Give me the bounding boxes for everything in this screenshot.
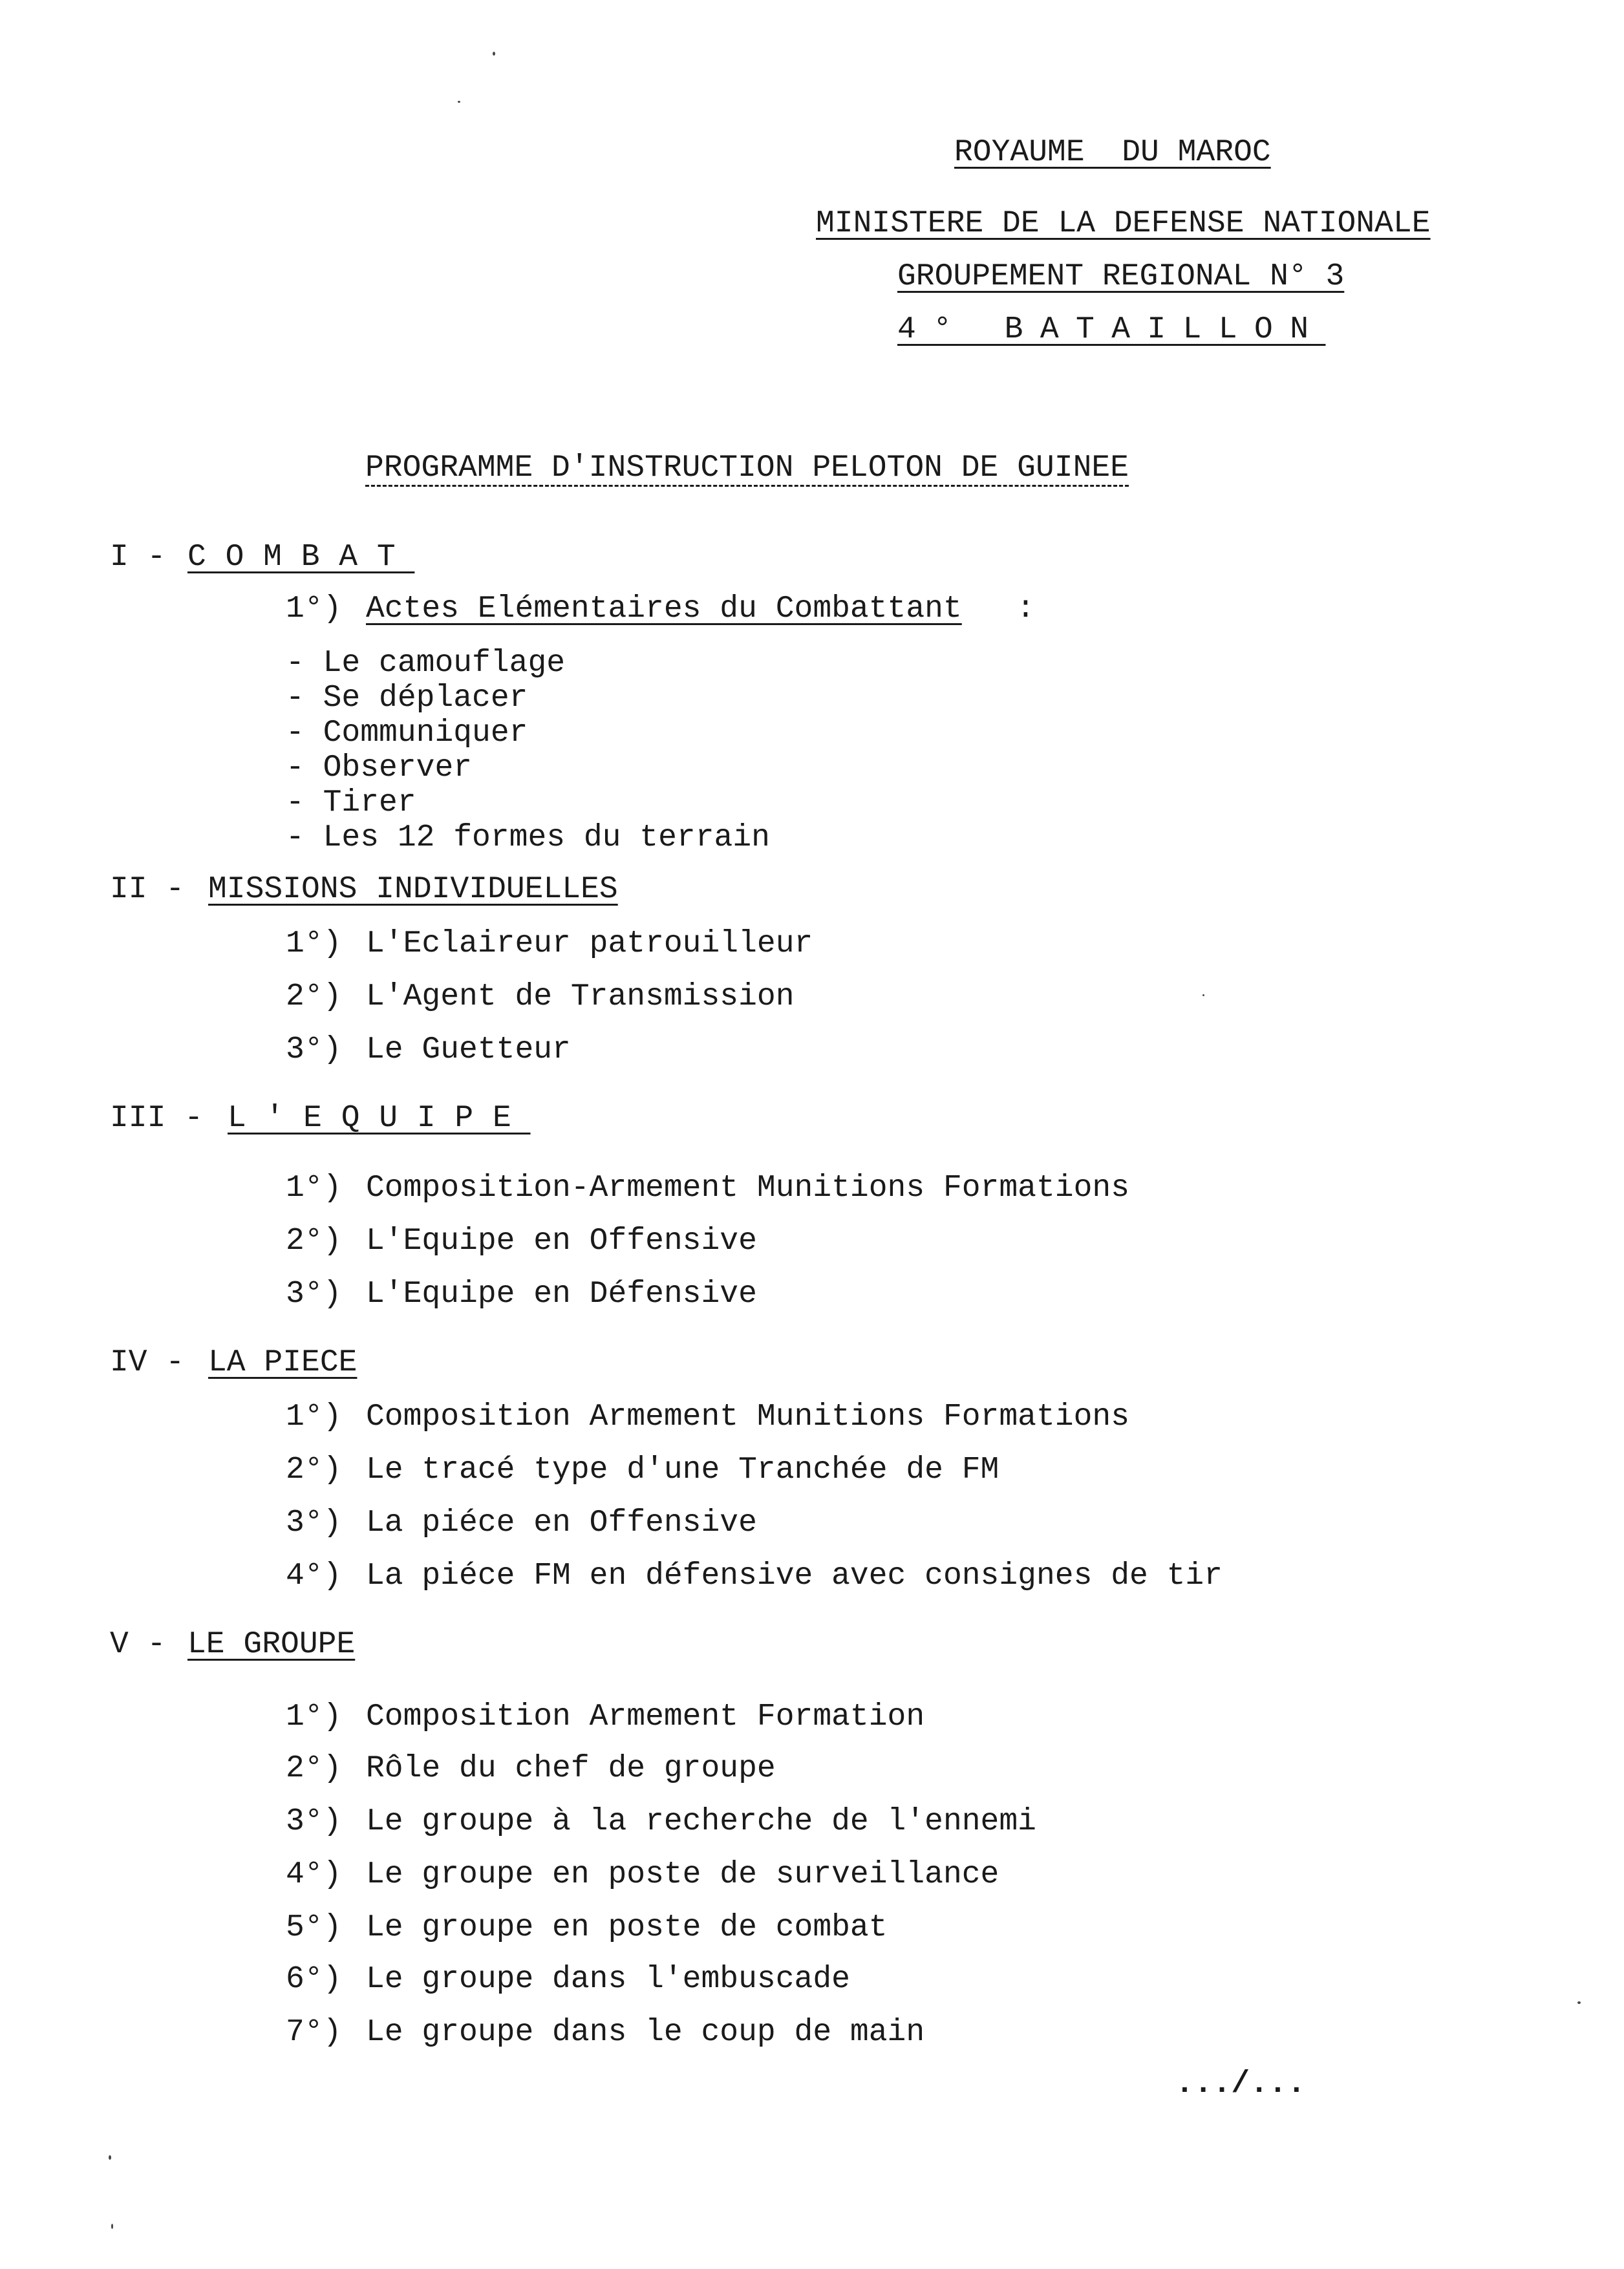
bullet-item: - Tirer (286, 785, 416, 820)
item-colon: : (1016, 591, 1035, 626)
item-text: L'Equipe en Offensive (366, 1224, 757, 1259)
item-text: Composition Armement Formation (366, 1699, 925, 1734)
bullet-item: - Se déplacer (286, 681, 528, 716)
item-number: 2°) (286, 1751, 342, 1786)
scan-speck (1577, 2001, 1581, 2004)
scan-speck (1202, 994, 1204, 996)
section-numeral-1: I - (110, 540, 166, 575)
section-heading-combat: COMBAT (187, 540, 415, 575)
scan-speck (458, 101, 460, 103)
bullet-item: - Observer (286, 751, 473, 785)
section-numeral-5: V - (110, 1627, 166, 1662)
section-heading-piece: LA PIECE (208, 1345, 358, 1380)
item-text: Le groupe en poste de surveillance (366, 1857, 999, 1892)
item-number: 1°) (286, 1699, 342, 1734)
bullet-item: - Communiquer (286, 716, 528, 751)
item-text: L'Agent de Transmission (366, 979, 795, 1014)
item-number: 1°) (286, 926, 342, 961)
header-kingdom: ROYAUME DU MAROC (954, 135, 1271, 170)
item-number: 5°) (286, 1910, 342, 1945)
item-number: 1°) (286, 591, 342, 626)
item-text: Le groupe dans le coup de main (366, 2015, 925, 2050)
item-text: Le tracé type d'une Tranchée de FM (366, 1453, 999, 1487)
item-number: 1°) (286, 1400, 342, 1434)
item-text: La piéce en Offensive (366, 1506, 757, 1540)
item-number: 1°) (286, 1171, 342, 1206)
item-number: 3°) (286, 1277, 342, 1312)
continuation-mark: .../... (1175, 2067, 1306, 2102)
item-text: Rôle du chef de groupe (366, 1751, 776, 1786)
header-battalion: 4° BATAILLON (897, 312, 1326, 347)
item-number: 2°) (286, 1224, 342, 1259)
item-number: 4°) (286, 1857, 342, 1892)
item-number: 3°) (286, 1506, 342, 1540)
header-ministry: MINISTERE DE LA DEFENSE NATIONALE (816, 206, 1431, 241)
scan-speck (493, 52, 495, 56)
section-numeral-4: IV - (110, 1345, 185, 1380)
item-text: Composition Armement Munitions Formations (366, 1400, 1129, 1434)
section-heading-groupe: LE GROUPE (187, 1627, 356, 1662)
item-text: L'Eclaireur patrouilleur (366, 926, 813, 961)
bullet-item: - Les 12 formes du terrain (286, 820, 770, 855)
section-numeral-2: II - (110, 872, 185, 907)
section-heading-equipe: L'EQUIPE (228, 1101, 531, 1136)
item-text: La piéce FM en défensive avec consignes de tir (366, 1559, 1223, 1593)
item-number: 3°) (286, 1804, 342, 1839)
scan-speck (111, 2224, 113, 2229)
item-text: L'Equipe en Défensive (366, 1277, 757, 1312)
bullet-item: - Le camouflage (286, 646, 566, 681)
item-text: Le groupe dans l'embuscade (366, 1962, 850, 1997)
section-numeral-3: III - (110, 1101, 204, 1136)
item-text: Actes Elémentaires du Combattant (366, 591, 962, 626)
section-heading-missions: MISSIONS INDIVIDUELLES (208, 872, 618, 907)
item-number: 2°) (286, 1453, 342, 1487)
item-number: 7°) (286, 2015, 342, 2050)
item-number: 2°) (286, 979, 342, 1014)
item-number: 4°) (286, 1559, 342, 1593)
item-text: Le groupe en poste de combat (366, 1910, 888, 1945)
page-title: PROGRAMME D'INSTRUCTION PELOTON DE GUINEE (365, 451, 1129, 485)
item-number: 6°) (286, 1962, 342, 1997)
scan-speck (109, 2155, 111, 2160)
item-text: Composition-Armement Munitions Formations (366, 1171, 1129, 1206)
item-number: 3°) (286, 1032, 342, 1067)
header-regional-group: GROUPEMENT REGIONAL N° 3 (897, 259, 1345, 294)
item-text: Le groupe à la recherche de l'ennemi (366, 1804, 1036, 1839)
item-text: Le Guetteur (366, 1032, 571, 1067)
